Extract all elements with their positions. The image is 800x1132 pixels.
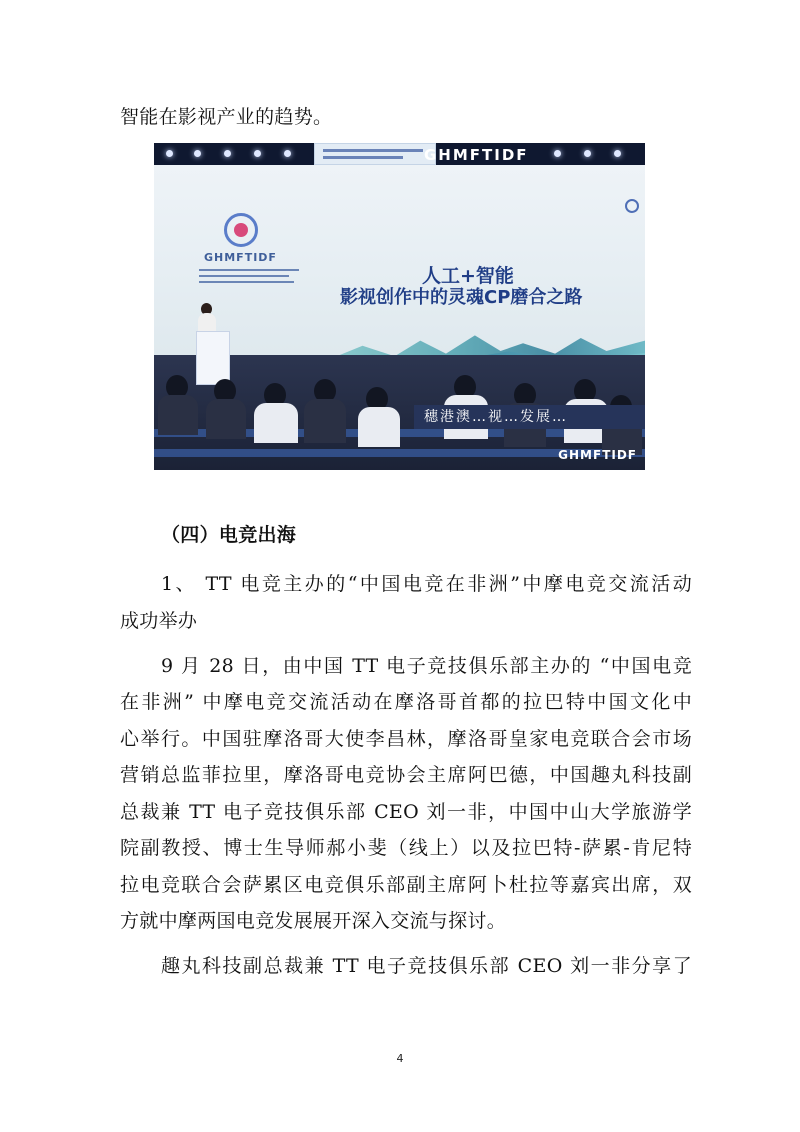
event-logo-text: GHMFTIDF <box>204 251 277 264</box>
slogan-line-2: 影视创作中的灵魂CP磨合之路 <box>340 287 583 308</box>
section-heading: （四）电竞出海 <box>161 524 297 546</box>
top-banner <box>314 143 436 165</box>
paragraph-line-2: 在非洲” 中摩电竞交流活动在摩洛哥首都的拉巴特中国文化中 <box>120 691 692 713</box>
next-paragraph-line: 趣丸科技副总裁兼 TT 电子竞技俱乐部 CEO 刘一非分享了 <box>161 955 692 977</box>
stage-screen <box>154 165 645 355</box>
event-photo <box>154 143 645 470</box>
corner-logo-icon <box>625 199 639 213</box>
lectern <box>196 331 230 385</box>
paragraph-line-3: 心举行。中国驻摩洛哥大使李昌林，摩洛哥皇家电竞联合会市场 <box>120 728 692 750</box>
banner-strip: 穗港澳…视…发展… <box>414 405 645 429</box>
page-number: 4 <box>396 1052 404 1065</box>
speaker <box>198 313 216 333</box>
paragraph-line-4: 营销总监菲拉里，摩洛哥电竞协会主席阿巴德，中国趣丸科技副 <box>120 764 692 786</box>
paragraph-line-7: 拉电竞联合会萨累区电竞俱乐部副主席阿卜杜拉等嘉宾出席，双 <box>120 874 692 896</box>
intro-tail-line: 智能在影视产业的趋势。 <box>120 106 333 128</box>
item-title-line-2: 成功举办 <box>120 610 198 632</box>
item-title-line-1: 1、 TT 电竞主办的“中国电竞在非洲”中摩电竞交流活动 <box>161 573 692 595</box>
brand-bottom-text: GHMFTIDF <box>558 448 637 462</box>
brand-top-text: GHMFTIDF <box>424 146 529 164</box>
paragraph-line-8: 方就中摩两国电竞发展展开深入交流与探讨。 <box>120 910 507 932</box>
event-logo-icon <box>224 213 258 247</box>
paragraph-line-1: 9 月 28 日，由中国 TT 电子竞技俱乐部主办的 “中国电竞 <box>161 655 692 677</box>
paragraph-line-6: 院副教授、博士生导师郝小斐（线上）以及拉巴特-萨累-肯尼特 <box>120 837 692 859</box>
slogan-line-1: 人工+智能 <box>422 265 514 287</box>
paragraph-line-5: 总裁兼 TT 电子竞技俱乐部 CEO 刘一非，中国中山大学旅游学 <box>120 801 692 823</box>
